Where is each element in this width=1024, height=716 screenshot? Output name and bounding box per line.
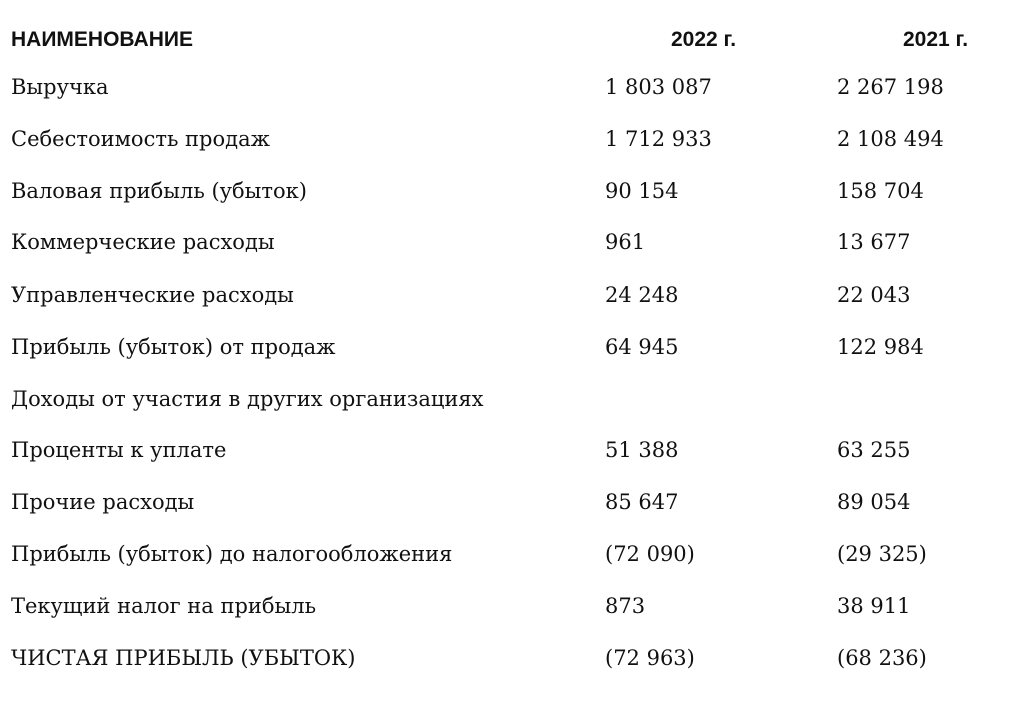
table-header-row xyxy=(0,14,1024,66)
table-row xyxy=(0,632,1024,684)
table-row xyxy=(0,165,1024,217)
table-row xyxy=(0,216,1024,268)
header-name: НАИМЕНОВАНИЕ xyxy=(11,28,193,51)
row-name: Проценты к уплате xyxy=(11,438,227,462)
row-value-2022: 51 388 xyxy=(605,438,679,462)
table-row xyxy=(0,321,1024,373)
row-name: Доходы от участия в других организациях xyxy=(11,387,484,411)
row-value-2021: (29 325) xyxy=(837,542,927,566)
row-value-2021: 89 054 xyxy=(837,490,911,514)
row-value-2022: 85 647 xyxy=(605,490,679,514)
header-2022: 2022 г. xyxy=(671,28,737,51)
table-row xyxy=(0,113,1024,165)
row-value-2022: 873 xyxy=(605,594,646,618)
row-value-2022: 961 xyxy=(605,230,646,254)
row-value-2021: 13 677 xyxy=(837,230,911,254)
row-name: Выручка xyxy=(11,75,109,99)
table-row xyxy=(0,580,1024,632)
row-name: Прочие расходы xyxy=(11,490,195,514)
table-row xyxy=(0,269,1024,321)
row-name: Текущий налог на прибыль xyxy=(11,594,317,618)
row-value-2022: (72 963) xyxy=(605,646,695,670)
row-value-2022: 1 803 087 xyxy=(605,75,712,99)
row-value-2022: 90 154 xyxy=(605,179,679,203)
table-row xyxy=(0,373,1024,425)
row-value-2022: (72 090) xyxy=(605,542,695,566)
row-value-2021: 122 984 xyxy=(837,335,924,359)
table-row xyxy=(0,61,1024,113)
row-name: Валовая прибыль (убыток) xyxy=(11,179,307,203)
row-value-2021: 158 704 xyxy=(837,179,924,203)
row-value-2021: 38 911 xyxy=(837,594,911,618)
row-value-2021: (68 236) xyxy=(837,646,927,670)
table-row xyxy=(0,528,1024,580)
row-name: ЧИСТАЯ ПРИБЫЛЬ (УБЫТОК) xyxy=(11,646,356,670)
row-value-2022: 64 945 xyxy=(605,335,679,359)
row-name: Себестоимость продаж xyxy=(11,127,270,151)
row-value-2021: 2 108 494 xyxy=(837,127,944,151)
table-row xyxy=(0,424,1024,476)
row-value-2021: 2 267 198 xyxy=(837,75,944,99)
row-name: Коммерческие расходы xyxy=(11,230,275,254)
row-name: Прибыль (убыток) от продаж xyxy=(11,335,336,359)
row-value-2022: 24 248 xyxy=(605,283,679,307)
table-row xyxy=(0,476,1024,528)
row-value-2021: 22 043 xyxy=(837,283,911,307)
header-2021: 2021 г. xyxy=(903,28,969,51)
row-value-2021: 63 255 xyxy=(837,438,911,462)
row-value-2022: 1 712 933 xyxy=(605,127,712,151)
row-name: Прибыль (убыток) до налогообложения xyxy=(11,542,453,566)
row-name: Управленческие расходы xyxy=(11,283,294,307)
